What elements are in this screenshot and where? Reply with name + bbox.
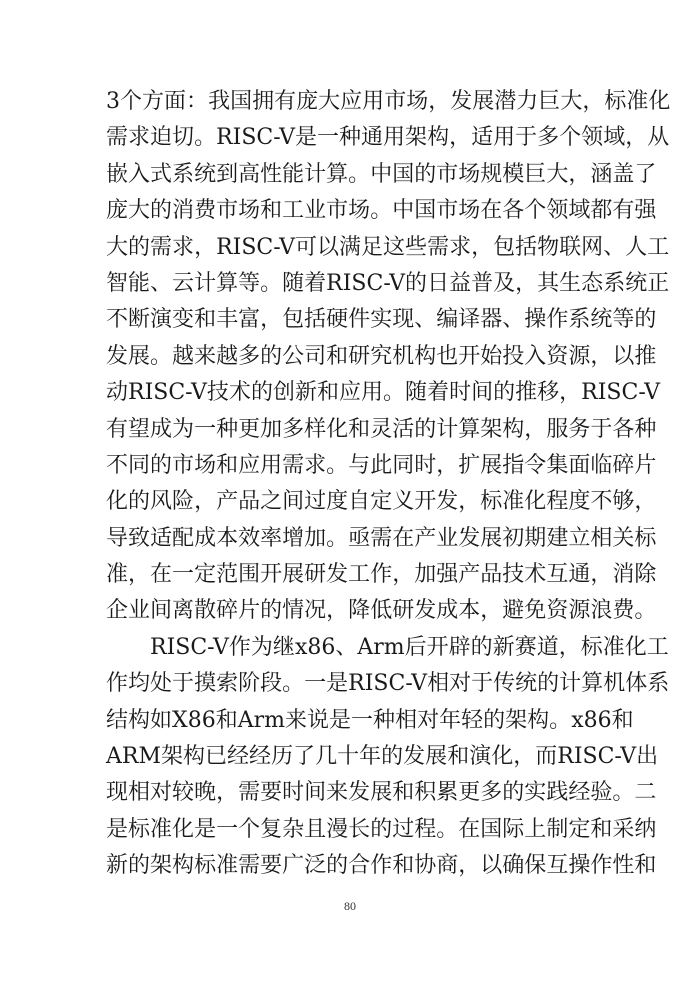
text-line: 作 均 处 于 摸 索 阶 段 。 一 是 RISC-V 相 对 于 传 统 的 计 算 机 体 系 bbox=[106, 671, 670, 697]
text-line: 庞 大 的 消 费 市 场 和 工 业 市 场 。 中 国 市 场 在 各 个 领 域 都 有 强 bbox=[106, 198, 657, 224]
text-line: 有 望 成 为 一 种 更 加 多 样 化 和 灵 活 的 计 算 架 构 ， 服 务 于 各 种 bbox=[106, 416, 657, 442]
text-line: 是 标 准 化 是 一 个 复 杂 且 漫 长 的 过 程 。 在 国 际 上 制 定 和 采 纳 bbox=[106, 816, 657, 842]
text-line: 准 ， 在 一 定 范 围 开 展 研 发 工 作 ， 加 强 产 品 技 术 互 通 ， 消 除 bbox=[106, 562, 657, 588]
text-line: 不 同 的 市 场 和 应 用 需 求 。 与 此 同 时 ， 扩 展 指 令 集 面 临 碎 片 bbox=[106, 452, 657, 478]
text-line: ARM 架 构 已 经 经 历 了 几 十 年 的 发 展 和 演 化 ， 而 RISC-V 出 bbox=[106, 744, 659, 770]
text-line: 需 求 迫 切 。 RISC-V 是 一 种 通 用 架 构 ， 适 用 于 多 个 领 域 ， 从 bbox=[106, 125, 670, 151]
text-line: 现 相 对 较 晚 ， 需 要 时 间 来 发 展 和 积 累 更 多 的 实 践 经 验 。 二 bbox=[106, 780, 657, 806]
text-line: 3 个 方 面 ： 我 国 拥 有 庞 大 应 用 市 场 ， 发 展 潜 力 巨 大 ， 标 准 化 bbox=[106, 89, 671, 114]
text-line: 不 断 演 变 和 丰 富 ， 包 括 硬 件 实 现 、 编 译 器 、 操 作 系 统 等 的 bbox=[106, 307, 657, 333]
page-number: 80 bbox=[344, 899, 356, 913]
text-line: 导 致 适 配 成 本 效 率 增 加 。 亟 需 在 产 业 发 展 初 期 建 立 相 关 标 bbox=[106, 525, 657, 551]
body-text bbox=[106, 84, 671, 885]
text-line: 化 的 风 险 ， 产 品 之 间 过 度 自 定 义 开 发 ， 标 准 化 程 度 不 够 ， bbox=[106, 489, 657, 515]
text-line: 动 RISC-V 技 术 的 创 新 和 应 用 。 随 着 时 间 的 推 移 ， RISC-V bbox=[106, 380, 661, 406]
text-line: 嵌 入 式 系 统 到 高 性 能 计 算 。 中 国 的 市 场 规 模 巨 大 ， 涵 盖 了 bbox=[106, 161, 657, 187]
text-line: 智 能 、 云 计 算 等 。 随 着 RISC-V 的 日 益 普 及 ， 其 生 态 系 统 正 bbox=[106, 270, 670, 296]
text-line: 新 的 架 构 标 准 需 要 广 泛 的 合 作 和 协 商 ， 以 确 保 互 操 作 性 和 bbox=[106, 853, 657, 879]
text-line: 企 业 间 离 散 碎 片 的 情 况 ， 降 低 研 发 成 本 ， 避 免 资 源 浪 费 。 bbox=[106, 598, 657, 624]
text-line: RISC-V 作 为 继 x86 、 Arm 后 开 辟 的 新 赛 道 ， 标 准 化 工 bbox=[150, 634, 669, 660]
text-line: 结 构 如 X86 和 Arm 来 说 是 一 种 相 对 年 轻 的 架 构 。 x86 和 bbox=[106, 707, 634, 733]
text-line: 发 展 。 越 来 越 多 的 公 司 和 研 究 机 构 也 开 始 投 入 资 源 ， 以 推 bbox=[106, 343, 657, 369]
text-line: 大 的 需 求 ， RISC-V 可 以 满 足 这 些 需 求 ， 包 括 物 联 网 、 人 工 bbox=[106, 234, 670, 260]
